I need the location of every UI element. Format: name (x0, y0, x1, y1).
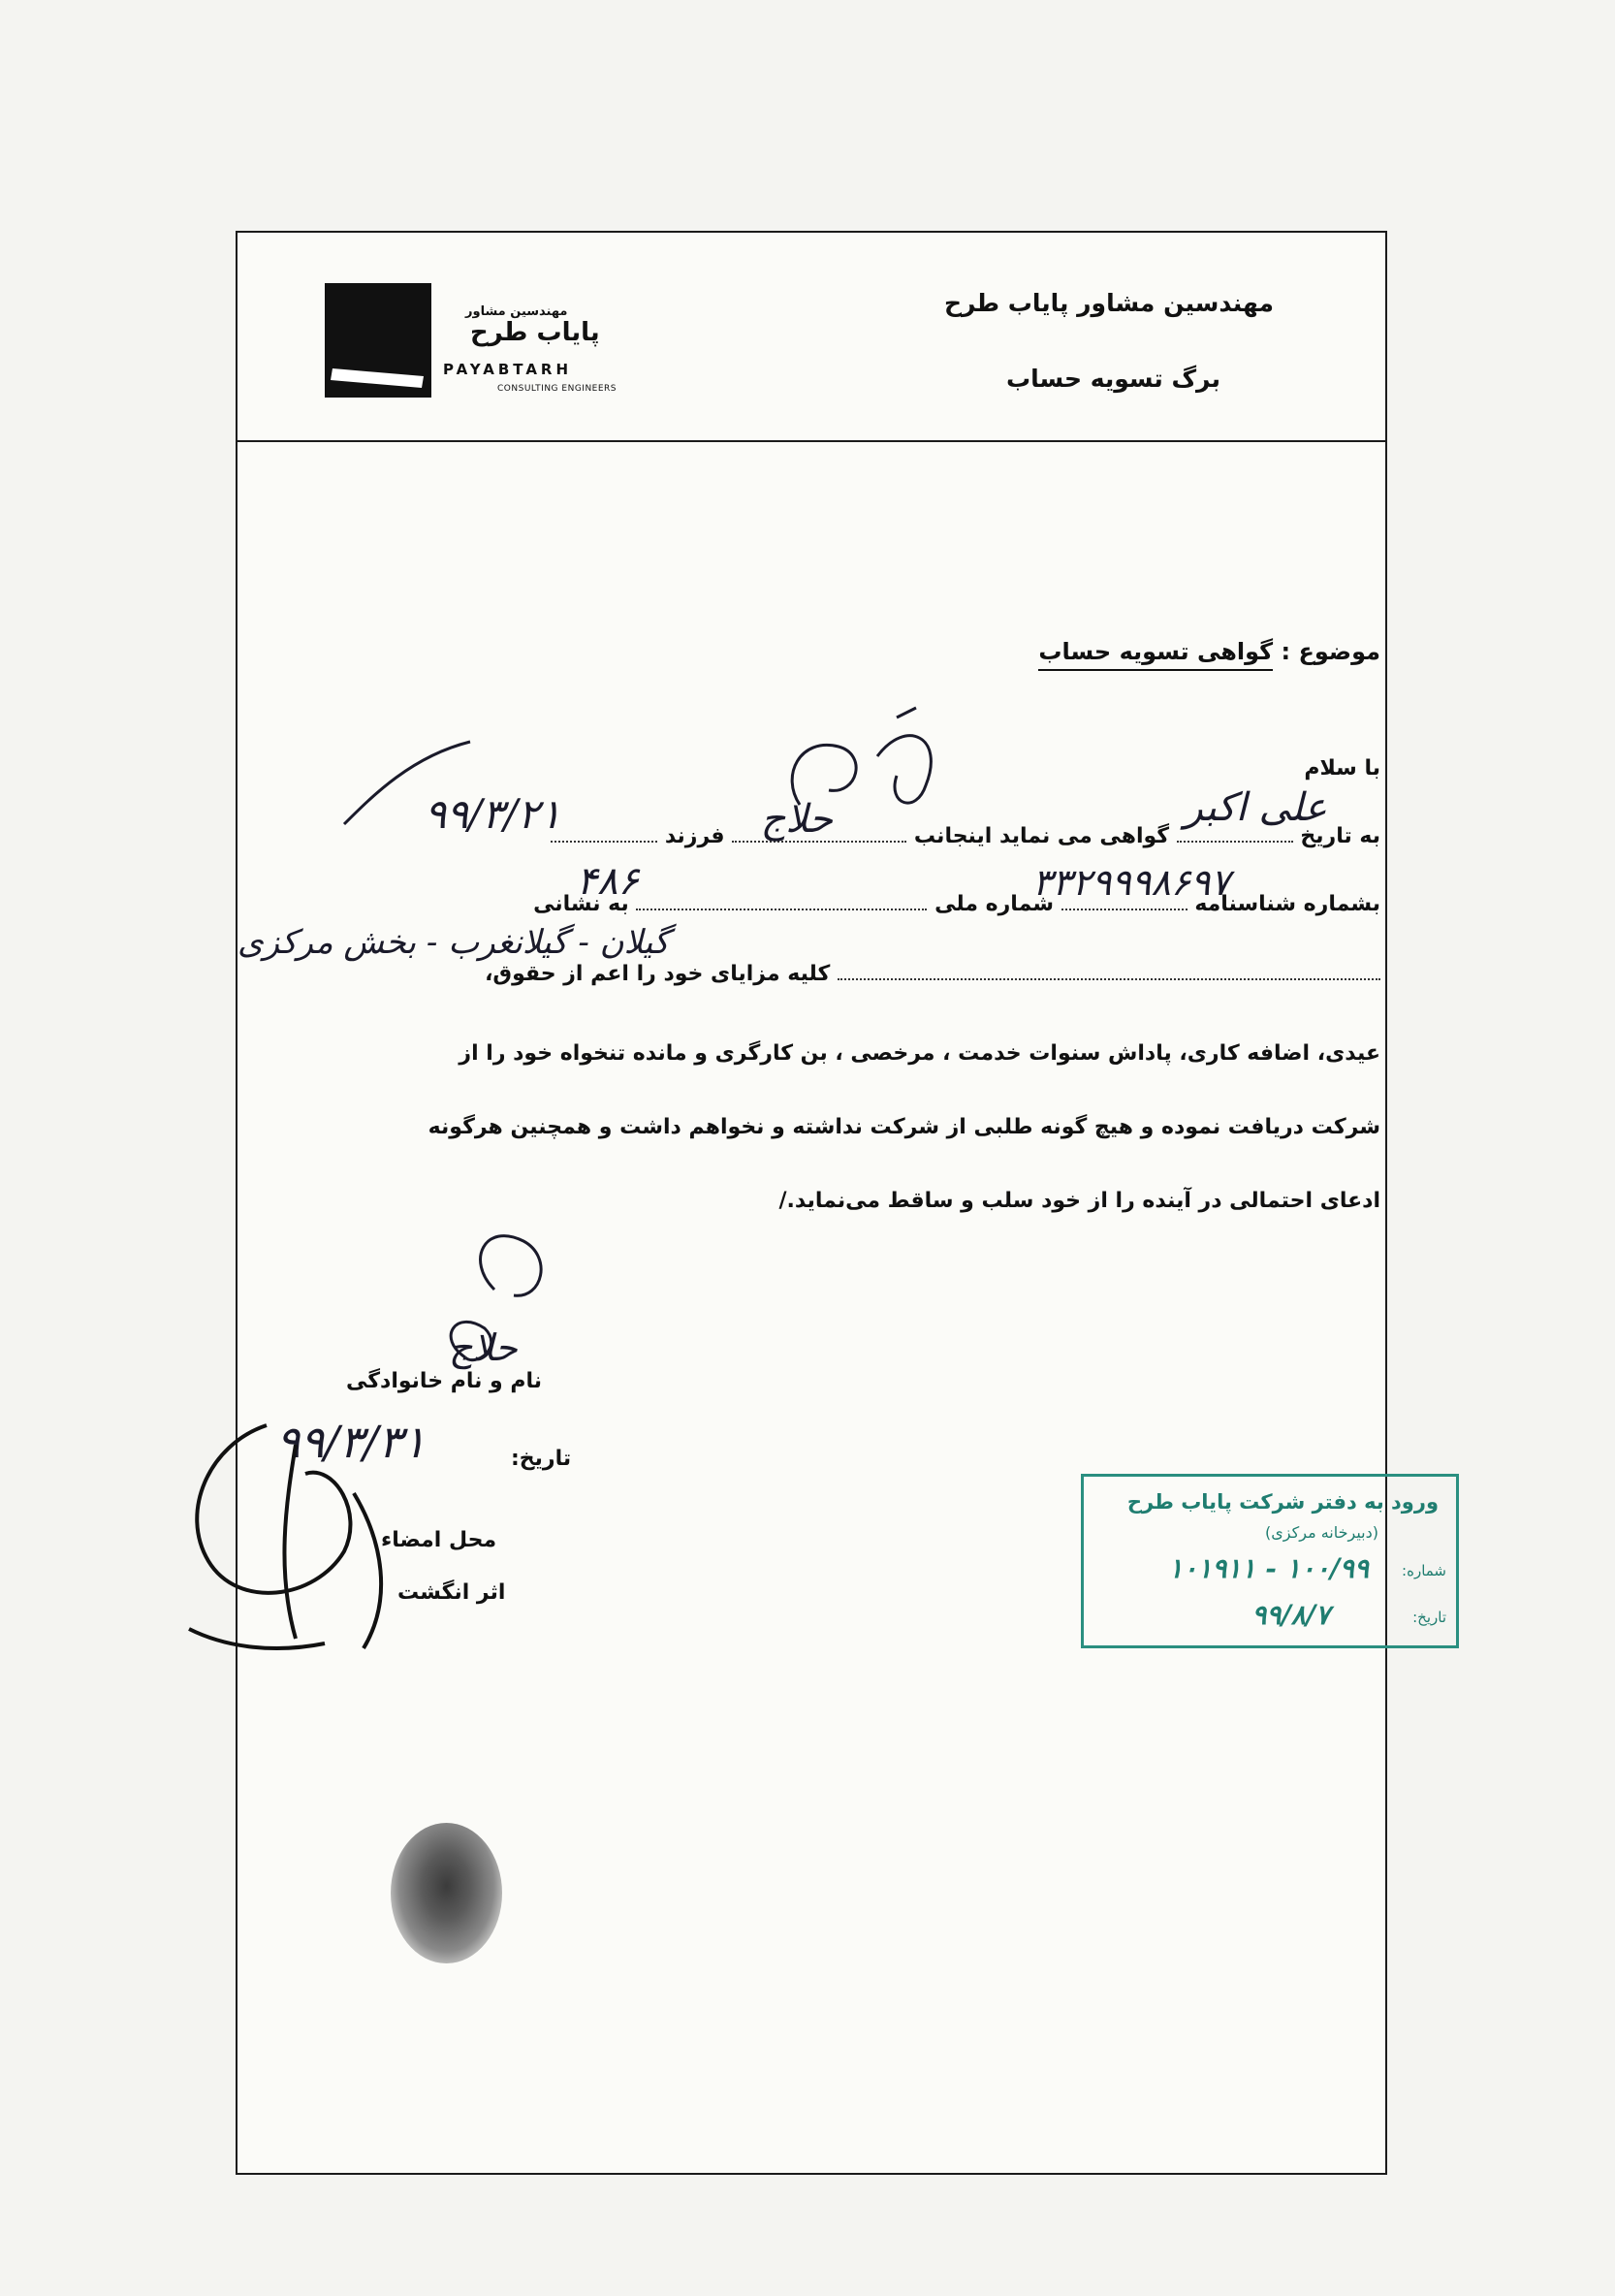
handwritten-date: ۹۹/۳/۲۱ (424, 790, 561, 838)
father-name-flourish (334, 737, 480, 834)
id-label: بشماره شناسنامه (1194, 892, 1380, 916)
address-label: به نشانی (533, 892, 629, 916)
subject-label: موضوع : (1281, 638, 1380, 665)
signature-initials-scribble (427, 1222, 601, 1377)
handwritten-national-id: ۳۳۲۹۹۹۸۶۹۷ (1031, 861, 1230, 904)
body-line-2 (533, 892, 1380, 916)
subject-line (1038, 638, 1380, 665)
date-prefix: به تاریخ (1300, 824, 1380, 848)
form-title: برگ تسویه حساب (1006, 365, 1220, 393)
certify-text: گواهی می نماید اینجانب (913, 824, 1170, 848)
stamp-subtitle: (دبیرخانه مرکزی) (1265, 1523, 1378, 1542)
date-label: تاریخ: (511, 1447, 572, 1471)
handwritten-signature-name: حلاج (449, 1326, 518, 1369)
sign-label: محل امضاء (381, 1528, 497, 1552)
company-name: مهندسین مشاور پایاب طرح (943, 289, 1274, 317)
fingerprint-impression (391, 1823, 502, 1963)
logo-text-en-sub: CONSULTING ENGINEERS (497, 384, 618, 394)
benefits-text: کلیه مزایای خود را اعم از حقوق، (485, 962, 831, 986)
handwritten-footer-date: ۹۹/۳/۳۱ (276, 1416, 427, 1468)
document-sheet (236, 231, 1446, 2175)
handwritten-father-name: علی اکبر (1184, 785, 1327, 830)
signature-scribble (150, 1406, 460, 1668)
child-of-label: فرزند (664, 824, 725, 848)
body-line-6: ادعای احتمالی در آینده را از خود سلب و ساقط می‌نماید./ (778, 1189, 1380, 1213)
body-line-3 (485, 962, 1380, 986)
body-line-5: شرکت دریافت نموده و هیچ گونه طلبی از شرکت نداشته و نخواهم داشت و همچنین هرگونه (428, 1115, 1380, 1139)
company-logo (325, 283, 664, 409)
office-entry-stamp (1081, 1474, 1459, 1648)
document-header (238, 233, 1385, 442)
greeting: با سلام (1304, 756, 1380, 781)
body-line-4: عیدی، اضافه کاری، پاداش سنوات خدمت ، مرخصی ، بن کارگری و مانده تنخواه خود را از (459, 1041, 1380, 1066)
name-label: نام و نام خانوادگی (346, 1369, 542, 1393)
stamp-title: ورود به دفتر شرکت پایاب طرح (1126, 1490, 1439, 1514)
handwritten-id-number: ۴۸۶ (576, 859, 639, 904)
logo-text-fa-small: مهندسین مشاور (465, 304, 568, 319)
name-initials-scribble (761, 698, 955, 834)
logo-text-en: PAYABTARH (443, 361, 573, 378)
stamp-date-label: تاریخ: (1412, 1609, 1446, 1626)
stamp-date-value: ۹۹/۸/۷ (1251, 1599, 1330, 1631)
stamp-number-label: شماره: (1402, 1562, 1446, 1579)
handwritten-name: حلاج (760, 797, 833, 842)
logo-text-fa: پایاب طرح (470, 318, 600, 347)
subject-value: گواهی تسویه حساب (1038, 638, 1273, 671)
fingerprint-label: اثر انگشت (397, 1580, 506, 1605)
handwritten-address: گیلان - گیلانغرب - بخش مرکزی (238, 923, 670, 962)
national-label: شماره ملی (934, 892, 1054, 916)
stamp-number-value: ۱۰۰/۹۹ - ۱۰۱۹۱۱ (1168, 1552, 1369, 1584)
logo-mark (325, 283, 431, 398)
